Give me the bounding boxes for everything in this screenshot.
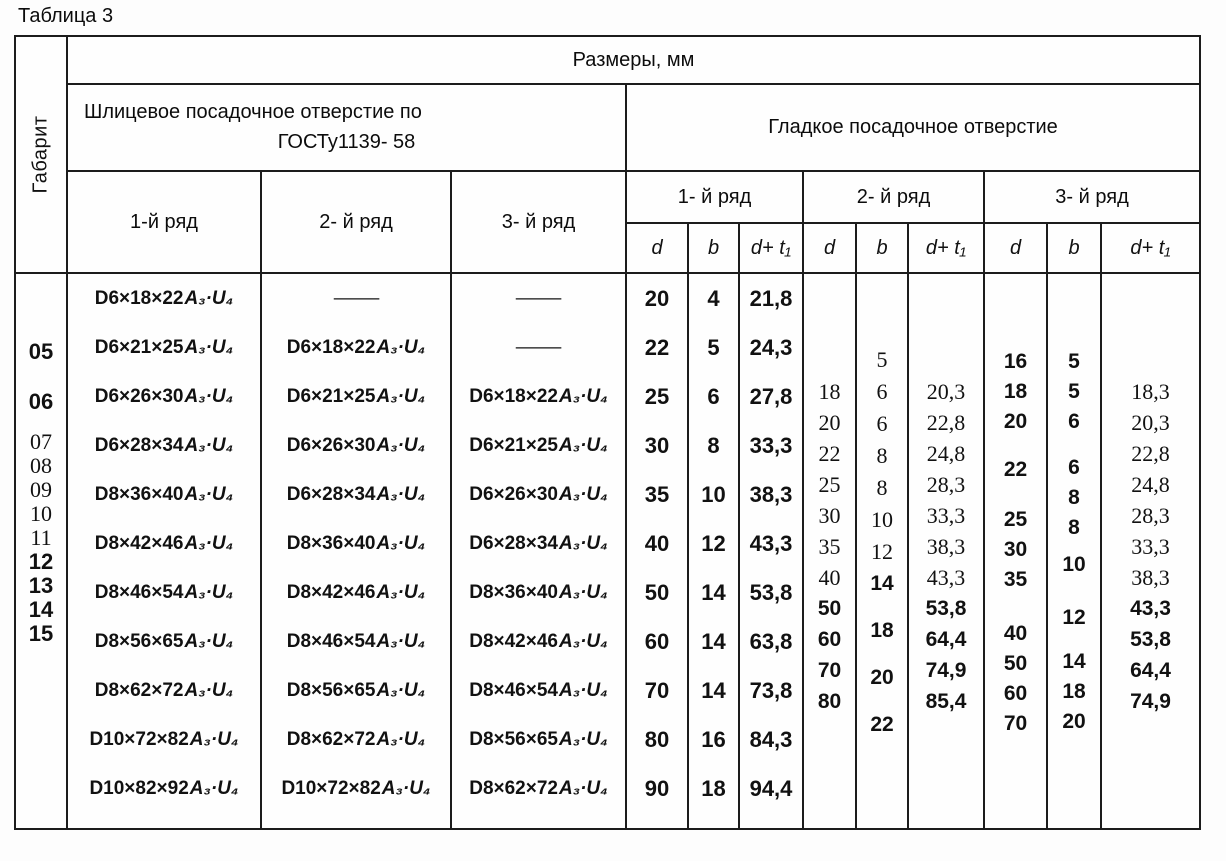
corner-header-label: Габарит — [29, 115, 52, 194]
dt1-value: 38,3 — [1131, 564, 1170, 590]
gabarit-value: 11 — [30, 525, 52, 550]
d-value: 25 — [644, 383, 670, 409]
spline-designation — [287, 617, 426, 666]
designation-base: D8×46×54 — [286, 630, 376, 652]
b-value: 10 — [1062, 553, 1086, 576]
col-header-dt1-row3: d+ t₁ — [1102, 224, 1199, 274]
spline-section-header-line1: Шлицевое посадочное отверстие по — [84, 101, 422, 123]
spline-designation — [95, 568, 234, 617]
d-value: 60 — [817, 627, 842, 651]
designation-suffix: A₃·U₄ — [558, 385, 608, 407]
col-header-d-row3: d — [985, 224, 1048, 274]
dt1-value: 20,3 — [1131, 409, 1170, 435]
designation-base: D8×42×46 — [94, 532, 184, 554]
designation-base: D8×36×40 — [286, 532, 376, 554]
d-value: 50 — [817, 596, 842, 620]
spline-designation — [469, 470, 608, 519]
d-value: 35 — [818, 533, 841, 559]
table-caption: Таблица 3 — [18, 5, 114, 27]
smooth-row1-header: 1- й ряд — [627, 172, 804, 224]
designation-suffix: A₃·U₄ — [376, 630, 426, 652]
col-header-dt1-row1: d+ t₁ — [740, 224, 804, 274]
b-value: 18 — [1062, 680, 1086, 703]
dt1-value: 73,8 — [749, 677, 793, 703]
dt1-value: 94,4 — [749, 775, 793, 801]
designation-base: D6×26×30 — [94, 385, 184, 407]
gabarit-value: 08 — [30, 453, 52, 478]
designation-base: D6×26×30 — [469, 483, 558, 505]
gabarit-value: 09 — [30, 477, 52, 502]
designation-base: D8×56×65 — [94, 630, 184, 652]
d-value: 70 — [817, 658, 842, 682]
designation-base: D6×21×25 — [94, 336, 184, 358]
smooth-row3-b-column — [1048, 274, 1102, 828]
smooth-row3-dt1-column — [1102, 274, 1199, 828]
designation-base: D6×21×25 — [469, 434, 558, 456]
designation-suffix: A₃·U₄ — [376, 434, 426, 456]
d-value: 40 — [644, 530, 670, 556]
designation-suffix: A₃·U₄ — [558, 532, 608, 554]
d-value: 18 — [1003, 380, 1028, 403]
d-value: 16 — [1003, 350, 1028, 373]
designation-base: D8×46×54 — [94, 581, 184, 603]
designation-suffix: A₃·U₄ — [376, 483, 426, 505]
designation-suffix: A₃·U₄ — [376, 679, 426, 701]
dt1-value: 21,8 — [749, 285, 793, 311]
dt1-value: 20,3 — [926, 378, 966, 404]
b-value: 16 — [701, 726, 726, 752]
spline-designation — [95, 470, 234, 519]
d-value: 30 — [1003, 538, 1028, 561]
b-value: 6 — [707, 383, 720, 409]
designation-base: D8×62×72 — [94, 679, 184, 701]
designation-base: D8×36×40 — [469, 581, 558, 603]
b-value: 18 — [870, 619, 894, 642]
dt1-value: 24,8 — [926, 440, 966, 466]
designation-suffix: A₃·U₄ — [184, 336, 234, 358]
designation-suffix: A₃·U₄ — [558, 630, 608, 652]
spline-designation — [287, 470, 426, 519]
dt1-value: 22,8 — [1131, 440, 1170, 466]
spline-designation — [281, 764, 430, 813]
designation-base: D10×72×82 — [89, 728, 189, 750]
designation-suffix: A₃·U₄ — [376, 728, 426, 750]
designation-suffix: A₃·U₄ — [184, 630, 234, 652]
gabarit-value: 13 — [28, 573, 54, 598]
gabarit-value: 07 — [30, 429, 52, 454]
smooth-row2-d-column — [804, 274, 857, 828]
b-value: 6 — [876, 411, 888, 436]
smooth-row2-b-column — [857, 274, 909, 828]
b-value: 8 — [876, 443, 888, 468]
designation-base: D10×82×92 — [89, 777, 189, 799]
spline-section-header-line2: ГОСТу1139- 58 — [277, 131, 416, 153]
dt1-value: 22,8 — [926, 409, 966, 435]
designation-base: D6×21×25 — [286, 385, 376, 407]
dt1-value: 28,3 — [1131, 502, 1170, 528]
designation-base: D6×18×22 — [469, 385, 558, 407]
b-value: 20 — [1062, 710, 1086, 733]
designation-suffix: A₃·U₄ — [376, 532, 426, 554]
b-value: 5 — [707, 334, 720, 360]
spline-designation: — — [515, 336, 562, 358]
spline-designation: — — [515, 287, 562, 309]
b-value: 14 — [701, 628, 726, 654]
dt1-value: 28,3 — [926, 471, 966, 497]
smooth-row1-d-column — [627, 274, 689, 828]
col-header-b-row3: b — [1048, 224, 1102, 274]
spline-designation — [469, 666, 608, 715]
dt1-value: 53,8 — [749, 579, 793, 605]
d-value: 22 — [644, 334, 670, 360]
b-value: 14 — [701, 677, 726, 703]
designation-suffix: A₃·U₄ — [184, 385, 234, 407]
gabarit-value: 14 — [28, 597, 54, 622]
dt1-value: 43,3 — [1130, 596, 1171, 620]
smooth-row1-b-column — [689, 274, 740, 828]
gabarit-value: 10 — [30, 501, 52, 526]
b-value: 6 — [876, 379, 888, 404]
d-value: 60 — [1003, 682, 1028, 705]
dt1-value: 74,9 — [925, 658, 967, 682]
b-value: 12 — [871, 539, 893, 564]
designation-base: D6×28×34 — [286, 483, 376, 505]
spline-row3-header: 3- й ряд — [452, 172, 627, 274]
b-value: 10 — [701, 481, 726, 507]
spline-designation — [287, 715, 426, 764]
d-value: 18 — [818, 378, 841, 404]
spline-designation — [95, 617, 234, 666]
b-value: 5 — [1068, 380, 1080, 403]
d-value: 20 — [818, 409, 841, 435]
b-value: 8 — [1068, 516, 1080, 539]
smooth-row2-header: 2- й ряд — [804, 172, 985, 224]
smooth-row2-dt1-column — [909, 274, 985, 828]
designation-base: D8×46×54 — [469, 679, 558, 701]
b-value: 6 — [1068, 456, 1080, 479]
dt1-value: 33,3 — [1131, 533, 1170, 559]
designation-base: D8×42×46 — [469, 630, 558, 652]
b-value: 14 — [1062, 650, 1086, 673]
d-value: 70 — [644, 677, 670, 703]
b-value: 12 — [1062, 606, 1086, 629]
spline-designation — [469, 764, 608, 813]
dimensions-table — [14, 35, 1201, 830]
d-value: 90 — [644, 775, 670, 801]
spline-designation — [469, 421, 608, 470]
designation-base: D6×18×22 — [94, 287, 184, 309]
designation-base: D8×56×65 — [286, 679, 376, 701]
smooth-row3-header: 3- й ряд — [985, 172, 1199, 224]
dt1-value: 43,3 — [749, 530, 793, 556]
d-value: 70 — [1003, 712, 1028, 735]
designation-suffix: A₃·U₄ — [558, 728, 608, 750]
spline-designation — [469, 617, 608, 666]
dt1-value: 38,3 — [749, 481, 793, 507]
designation-base: D6×26×30 — [286, 434, 376, 456]
designation-suffix: A₃·U₄ — [184, 287, 234, 309]
b-value: 8 — [876, 475, 888, 500]
d-value: 35 — [644, 481, 670, 507]
spline-row2-column — [262, 274, 452, 828]
dt1-value: 63,8 — [749, 628, 793, 654]
dt1-value: 18,3 — [1131, 378, 1170, 404]
dt1-value: 33,3 — [749, 432, 793, 458]
designation-suffix: A₃·U₄ — [189, 728, 239, 750]
smooth-section-header: Гладкое посадочное отверстие — [627, 85, 1199, 172]
gabarit-value: 06 — [28, 389, 54, 414]
designation-suffix: A₃·U₄ — [381, 777, 431, 799]
designation-suffix: A₃·U₄ — [184, 434, 234, 456]
b-value: 8 — [707, 432, 720, 458]
spline-designation — [89, 715, 238, 764]
d-value: 35 — [1003, 568, 1028, 591]
designation-suffix: A₃·U₄ — [376, 385, 426, 407]
smooth-row3-d-column — [985, 274, 1048, 828]
d-value: 30 — [644, 432, 670, 458]
b-value: 20 — [870, 666, 894, 689]
dt1-value: 85,4 — [925, 689, 967, 713]
d-value: 80 — [817, 689, 842, 713]
spline-designation — [95, 666, 234, 715]
designation-base: D8×56×65 — [469, 728, 558, 750]
dt1-value: 53,8 — [1130, 627, 1171, 651]
col-header-d-row2: d — [804, 224, 857, 274]
dt1-value: 24,8 — [1131, 471, 1170, 497]
col-header-b-row1: b — [689, 224, 740, 274]
designation-suffix: A₃·U₄ — [184, 679, 234, 701]
designation-suffix: A₃·U₄ — [184, 581, 234, 603]
spline-designation — [287, 421, 426, 470]
d-value: 20 — [1003, 410, 1028, 433]
spline-designation — [469, 715, 608, 764]
designation-base: D6×18×22 — [286, 336, 376, 358]
gabarit-values-column — [16, 274, 68, 828]
dt1-value: 64,4 — [925, 627, 967, 651]
dt1-value: 27,8 — [749, 383, 793, 409]
d-value: 80 — [644, 726, 670, 752]
b-value: 14 — [701, 579, 726, 605]
b-value: 12 — [701, 530, 726, 556]
designation-suffix: A₃·U₄ — [558, 679, 608, 701]
b-value: 5 — [876, 347, 888, 372]
gabarit-value: 12 — [28, 549, 54, 574]
d-value: 50 — [1003, 652, 1028, 675]
d-value: 25 — [1003, 508, 1028, 531]
spline-designation — [287, 666, 426, 715]
spline-designation — [95, 519, 234, 568]
designation-suffix: A₃·U₄ — [558, 777, 608, 799]
spline-designation — [287, 323, 426, 372]
designation-suffix: A₃·U₄ — [184, 483, 234, 505]
dt1-value: 64,4 — [1130, 658, 1171, 682]
designation-suffix: A₃·U₄ — [558, 483, 608, 505]
spline-row1-header: 1-й ряд — [68, 172, 262, 274]
b-value: 4 — [707, 285, 720, 311]
col-header-dt1-row2: d+ t₁ — [909, 224, 985, 274]
spline-designation — [469, 372, 608, 421]
dt1-value: 53,8 — [925, 596, 967, 620]
spline-row1-column — [68, 274, 262, 828]
b-value: 10 — [871, 507, 893, 532]
spline-row2-header: 2- й ряд — [262, 172, 452, 274]
col-header-b-row2: b — [857, 224, 909, 274]
dt1-value: 84,3 — [749, 726, 793, 752]
gabarit-value: 05 — [28, 339, 54, 364]
spline-designation — [89, 764, 238, 813]
spline-designation — [469, 568, 608, 617]
designation-suffix: A₃·U₄ — [189, 777, 239, 799]
spline-designation — [287, 519, 426, 568]
d-value: 60 — [644, 628, 670, 654]
spline-designation — [287, 372, 426, 421]
designation-suffix: A₃·U₄ — [558, 434, 608, 456]
corner-header-cell — [16, 37, 68, 274]
dt1-value: 74,9 — [1130, 689, 1171, 713]
d-value: 40 — [818, 564, 841, 590]
d-value: 50 — [644, 579, 670, 605]
d-value: 25 — [818, 471, 841, 497]
smooth-row1-dt1-column — [740, 274, 804, 828]
designation-base: D8×42×46 — [286, 581, 376, 603]
b-value: 22 — [870, 713, 894, 736]
designation-base: D6×28×34 — [94, 434, 184, 456]
d-value: 22 — [818, 440, 841, 466]
spline-designation — [287, 568, 426, 617]
designation-suffix: A₃·U₄ — [558, 581, 608, 603]
dt1-value: 33,3 — [926, 502, 966, 528]
designation-suffix: A₃·U₄ — [184, 532, 234, 554]
designation-suffix: A₃·U₄ — [376, 581, 426, 603]
d-value: 22 — [1003, 458, 1028, 481]
b-value: 5 — [1068, 350, 1080, 373]
spline-designation — [469, 519, 608, 568]
gabarit-value: 15 — [28, 621, 54, 646]
top-header-sizes-mm: Размеры, мм — [68, 37, 1199, 85]
b-value: 14 — [870, 572, 894, 595]
spline-designation — [95, 421, 234, 470]
dt1-value: 38,3 — [926, 533, 966, 559]
spline-section-header — [68, 85, 627, 172]
d-value: 20 — [644, 285, 670, 311]
col-header-d-row1: d — [627, 224, 689, 274]
b-value: 8 — [1068, 486, 1080, 509]
designation-base: D6×28×34 — [469, 532, 558, 554]
b-value: 6 — [1068, 410, 1080, 433]
spline-row3-column — [452, 274, 627, 828]
designation-base: D8×36×40 — [94, 483, 184, 505]
designation-base: D10×72×82 — [281, 777, 381, 799]
d-value: 40 — [1003, 622, 1028, 645]
designation-suffix: A₃·U₄ — [376, 336, 426, 358]
dt1-value: 24,3 — [749, 334, 793, 360]
spline-designation — [95, 372, 234, 421]
spline-designation — [95, 323, 234, 372]
d-value: 30 — [818, 502, 841, 528]
designation-base: D8×62×72 — [286, 728, 376, 750]
designation-base: D8×62×72 — [469, 777, 558, 799]
b-value: 18 — [701, 775, 726, 801]
dt1-value: 43,3 — [926, 564, 966, 590]
spline-designation: — — [333, 287, 379, 309]
spline-designation — [95, 274, 234, 323]
